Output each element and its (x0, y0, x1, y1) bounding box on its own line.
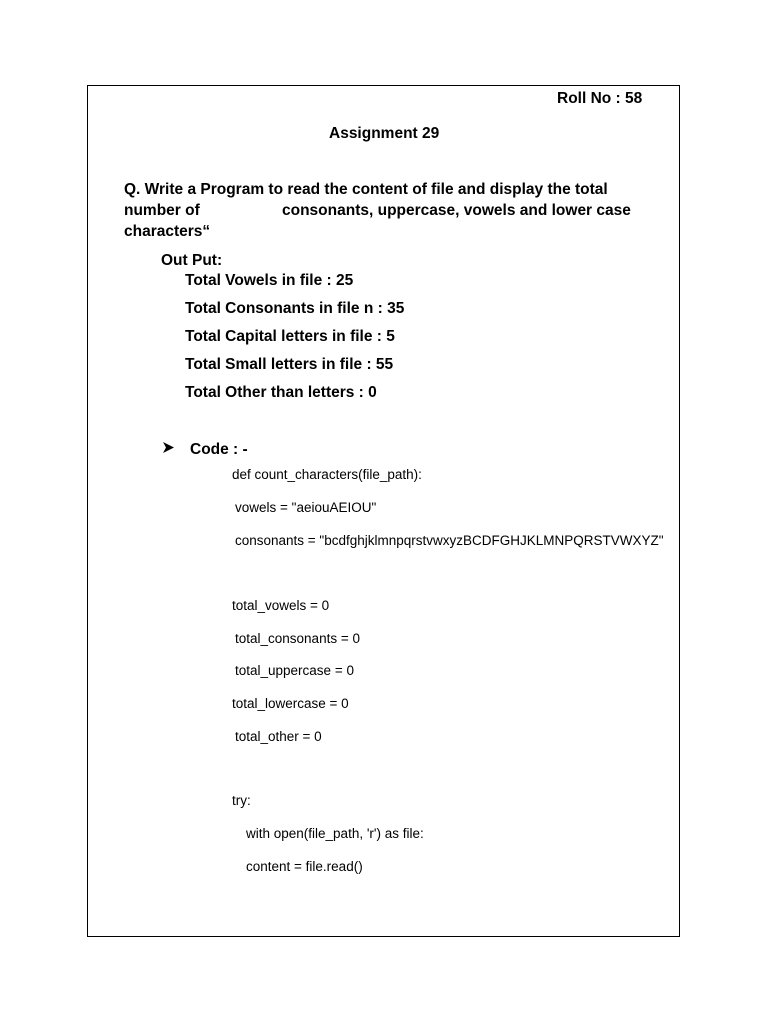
roll-number: Roll No : 58 (557, 90, 643, 107)
code-line: with open(file_path, 'r') as file: (246, 826, 424, 841)
question-line-3: characters“ (124, 223, 211, 240)
output-heading: Out Put: (161, 252, 223, 269)
question-line-2-right: consonants, uppercase, vowels and lower case (282, 202, 631, 219)
code-line: total_consonants = 0 (235, 631, 360, 646)
code-line: try: (232, 793, 251, 808)
code-line: vowels = "aeiouAEIOU" (235, 500, 377, 515)
question-line-1: Q. Write a Program to read the content of file and display the total (124, 181, 608, 198)
output-line: Total Vowels in file : 25 (185, 272, 354, 289)
question-line-2-left: number of (124, 202, 200, 219)
code-line: content = file.read() (246, 859, 363, 874)
code-heading: Code : - (190, 441, 248, 458)
code-line: total_vowels = 0 (232, 598, 330, 613)
arrowhead-bullet-icon (162, 441, 175, 458)
output-line: Total Small letters in file : 55 (185, 356, 394, 373)
code-line: def count_characters(file_path): (232, 467, 422, 482)
code-line: total_uppercase = 0 (235, 663, 354, 678)
output-line: Total Other than letters : 0 (185, 384, 377, 401)
code-line: total_lowercase = 0 (232, 696, 349, 711)
output-line: Total Consonants in file n : 35 (185, 300, 405, 317)
code-line: consonants = "bcdfghjklmnpqrstvwxyzBCDFGHJKLMNPQRSTVWXYZ" (235, 533, 664, 548)
output-line: Total Capital letters in file : 5 (185, 328, 395, 345)
code-line: total_other = 0 (235, 729, 322, 744)
assignment-title: Assignment 29 (329, 125, 440, 142)
